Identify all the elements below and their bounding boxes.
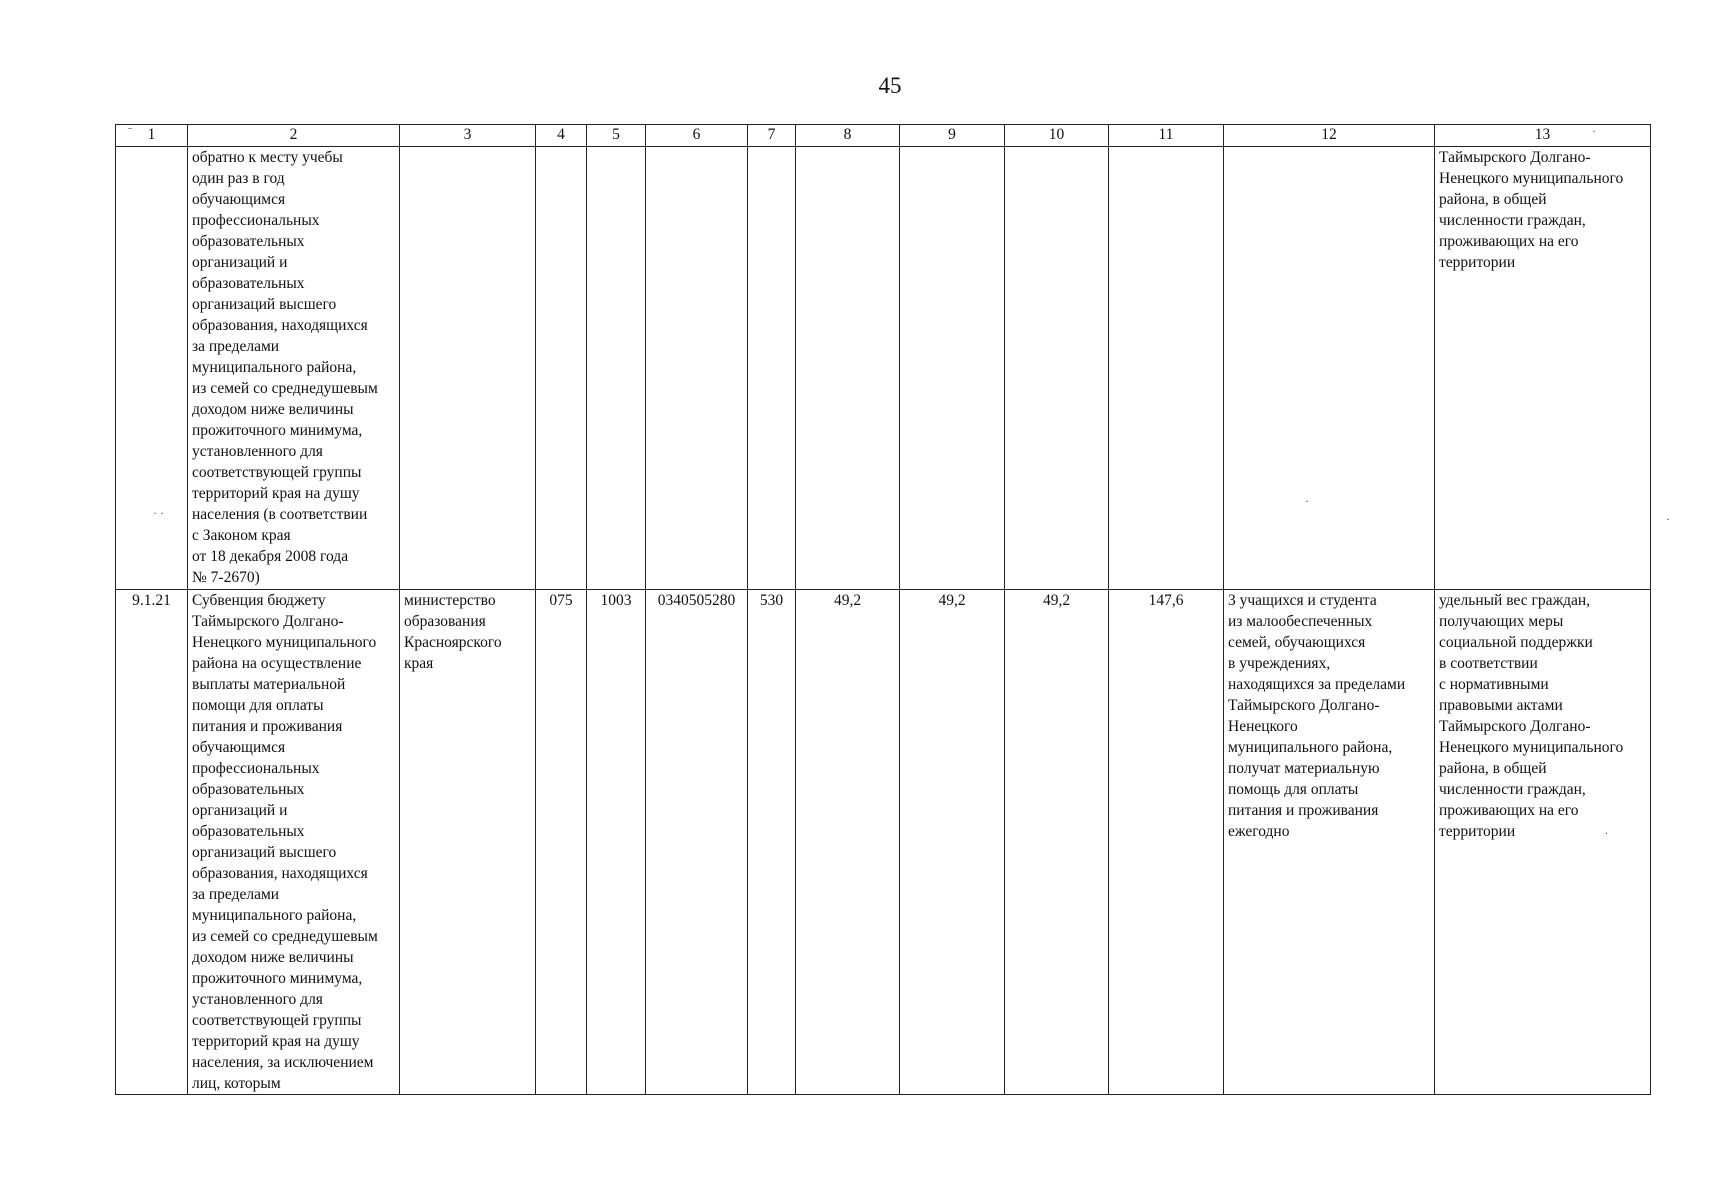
header-cell-2: 2	[188, 125, 400, 147]
amount-year-1: 49,2	[796, 590, 900, 1095]
scan-speck: ·	[1305, 494, 1309, 508]
header-cell-10: 10	[1005, 125, 1109, 147]
scan-speck: · ·	[153, 506, 164, 520]
code-target	[646, 147, 748, 590]
code-target: 0340505280	[646, 590, 748, 1095]
header-cell-1: 1	[116, 125, 188, 147]
page-number: 45	[878, 73, 902, 98]
header-cell-12: 12	[1224, 125, 1435, 147]
expected-result: 3 учащихся и студента из малообеспеченных семей, обучающихся в учреждениях, находящихся за пределами Таймырского Долгано- Ненецкого муниципального района, получат материальную помощь для оплаты питания и проживания ежегодно	[1224, 590, 1435, 1095]
code-expense-type: 530	[748, 590, 796, 1095]
scan-speck: .	[1605, 823, 1608, 837]
amount-total: 147,6	[1109, 590, 1224, 1095]
code-section	[587, 147, 646, 590]
subsidy-description: обратно к месту учебы один раз в год обучающимся профессиональных образовательных организаций и образовательных организаций высшего образования, находящихся за пределами муниципального района, из семей со среднедушевым доходом ниже величины прожиточного минимума, установленного для соответствующей группы территорий края на душу населения (в соответствии с Законом края от 18 декабря 2008 года № 7-2670)	[188, 147, 400, 590]
header-row	[116, 125, 1651, 147]
scan-speck: ·	[1592, 124, 1596, 138]
administrator: министерство образования Красноярского края	[400, 590, 536, 1095]
header-cell-9: 9	[900, 125, 1005, 147]
header-cell-13: 13	[1435, 125, 1651, 147]
amount-year-1	[796, 147, 900, 590]
budget-table	[115, 124, 1651, 1095]
amount-year-3: 49,2	[1005, 590, 1109, 1095]
table-row-continuation	[116, 147, 1651, 590]
expected-result	[1224, 147, 1435, 590]
code-grbs	[536, 147, 587, 590]
scan-speck: ˉ	[128, 124, 132, 138]
row-number	[116, 147, 188, 590]
subsidy-description: Субвенция бюджету Таймырского Долгано- Ненецкого муниципального района на осуществление выплаты материальной помощи для оплаты питания и проживания обучающимся профессиональных образовательных организаций и образовательных организаций высшего образования, находящихся за пределами муниципального района, из семей со среднедушевым доходом ниже величины прожиточного минимума, установленного для соответствующей группы территорий края на душу населения, за исключением лиц, которым	[188, 590, 400, 1095]
amount-year-2: 49,2	[900, 590, 1005, 1095]
indicator: Таймырского Долгано- Ненецкого муниципального района, в общей численности граждан, проживающих на его территории	[1435, 147, 1651, 590]
code-grbs: 075	[536, 590, 587, 1095]
header-cell-6: 6	[646, 125, 748, 147]
scan-speck: ·	[1666, 512, 1670, 526]
header-cell-3: 3	[400, 125, 536, 147]
header-cell-5: 5	[587, 125, 646, 147]
header-cell-11: 11	[1109, 125, 1224, 147]
table-row	[116, 590, 1651, 1095]
code-section: 1003	[587, 590, 646, 1095]
amount-year-2	[900, 147, 1005, 590]
indicator: удельный вес граждан, получающих меры социальной поддержки в соответствии с нормативными правовыми актами Таймырского Долгано- Ненецкого муниципального района, в общей численности граждан, проживающих на его территории	[1435, 590, 1651, 1095]
amount-total	[1109, 147, 1224, 590]
code-expense-type	[748, 147, 796, 590]
amount-year-3	[1005, 147, 1109, 590]
row-number: 9.1.21	[116, 590, 188, 1095]
administrator	[400, 147, 536, 590]
header-cell-4: 4	[536, 125, 587, 147]
header-cell-7: 7	[748, 125, 796, 147]
header-cell-8: 8	[796, 125, 900, 147]
